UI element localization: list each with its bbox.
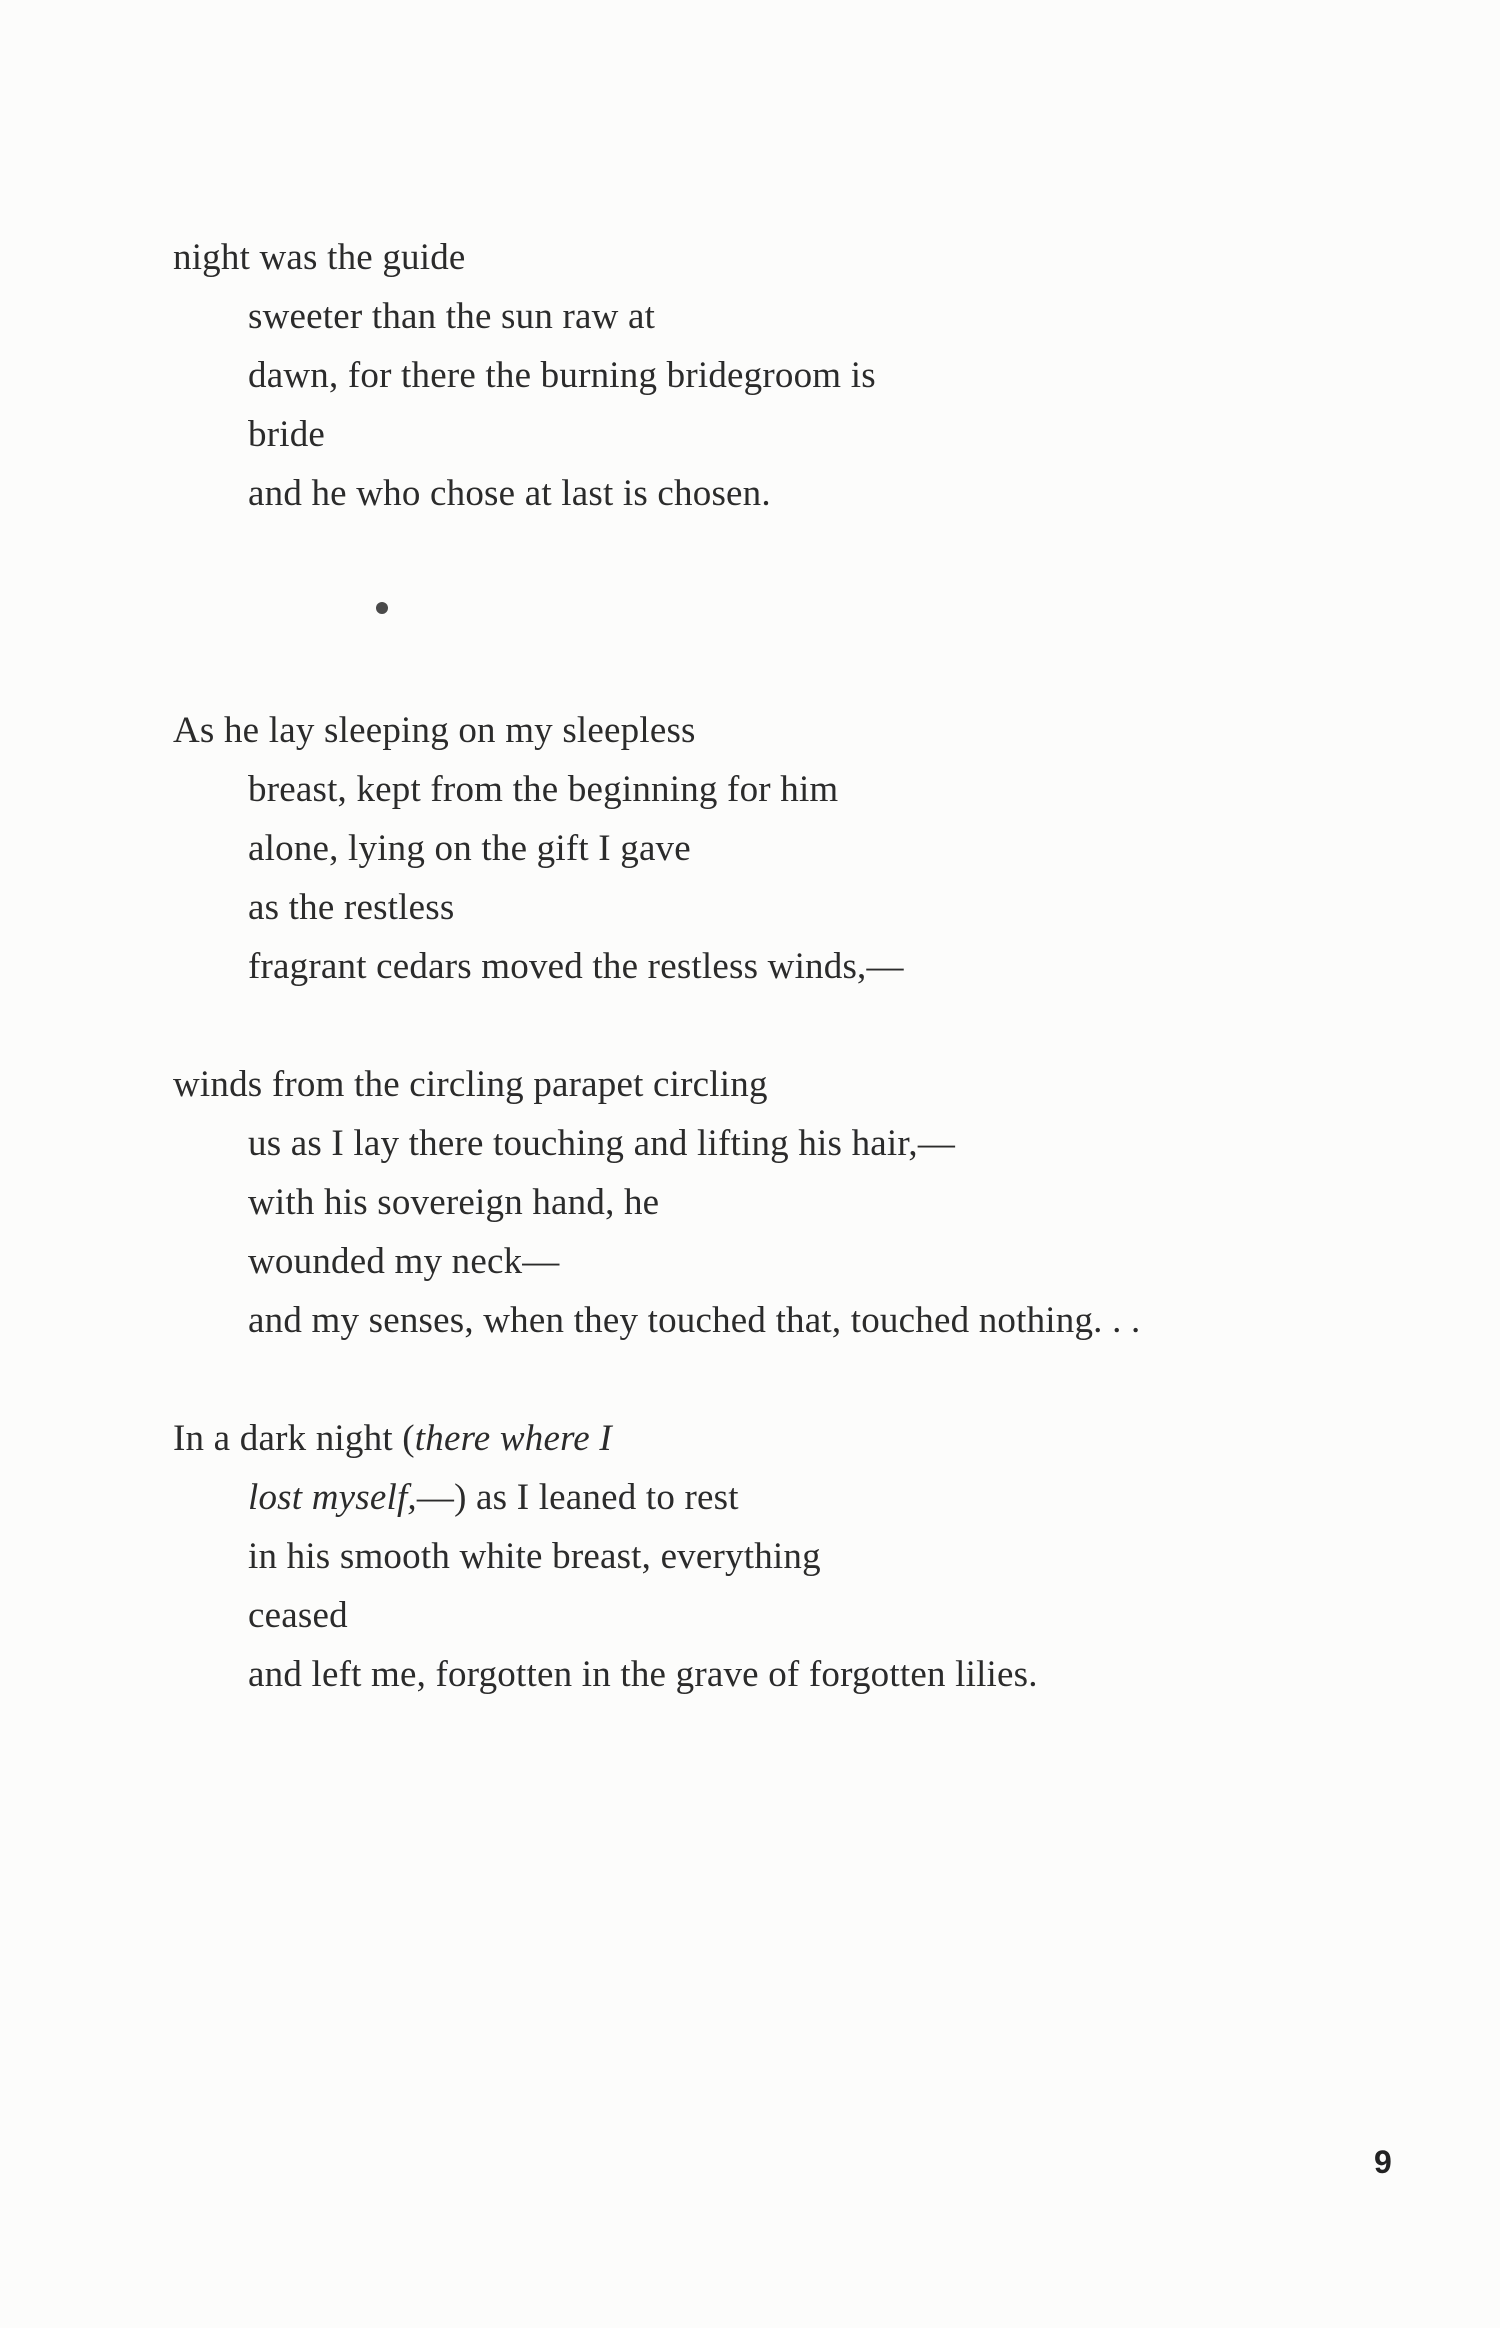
poem-line: and left me, forgotten in the grave of forgotten lilies.	[248, 1654, 1038, 1695]
poem-line	[248, 1468, 739, 1528]
poem-line: breast, kept from the beginning for him	[248, 769, 839, 810]
poem-line: dawn, for there the burning bridegroom is	[248, 355, 876, 396]
poem-line: ceased	[248, 1595, 348, 1636]
poem-line: and my senses, when they touched that, touched nothing. . .	[248, 1300, 1141, 1341]
poem-line: wounded my neck—	[248, 1241, 560, 1282]
poem-line: night was the guide	[173, 237, 466, 278]
page-number: 9	[1374, 2144, 1392, 2180]
poem-line: winds from the circling parapet circling	[173, 1064, 768, 1105]
poem-text-italic: lost myself,	[248, 1477, 417, 1518]
poem-text: —) as I leaned to rest	[416, 1477, 739, 1518]
poem-line: us as I lay there touching and lifting his hair,—	[248, 1123, 956, 1164]
poem-line: alone, lying on the gift I gave	[248, 828, 691, 869]
poem-text: In a dark night (	[173, 1418, 415, 1459]
poem-text-italic: there where I	[414, 1418, 612, 1459]
poem-line: with his sovereign hand, he	[248, 1182, 660, 1223]
poem-line: in his smooth white breast, everything	[248, 1536, 821, 1577]
poem-line: sweeter than the sun raw at	[248, 296, 656, 337]
poem-line: As he lay sleeping on my sleepless	[173, 710, 696, 751]
poem-line	[173, 1409, 612, 1469]
poem-line: as the restless	[248, 887, 455, 928]
poem-line: fragrant cedars moved the restless winds,—	[248, 946, 904, 987]
poem-line: bride	[248, 414, 326, 455]
section-divider-dot	[376, 602, 388, 614]
poem-line: and he who chose at last is chosen.	[248, 473, 771, 514]
